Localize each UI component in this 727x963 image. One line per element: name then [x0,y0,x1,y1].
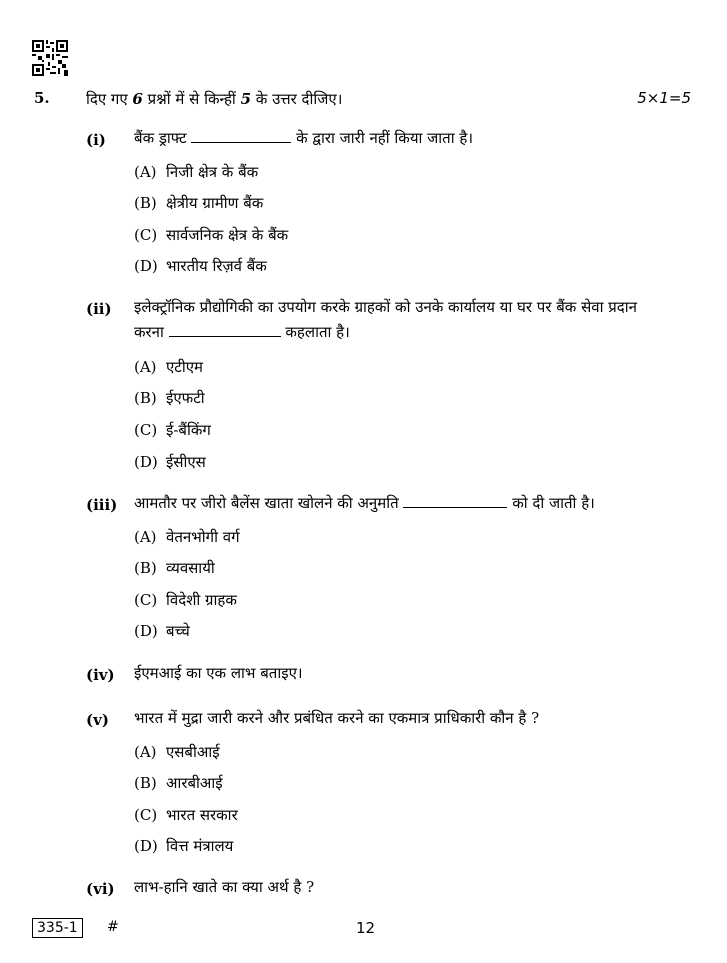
option: (C) विदेशी ग्राहक [134,591,237,609]
option: (D) भारतीय रिज़र्व बैंक [134,257,267,275]
qr-code-icon [32,40,68,76]
subquestion-label: (ii) [86,300,112,318]
paper-code: 335-1 [32,918,83,938]
option: (B) क्षेत्रीय ग्रामीण बैंक [134,194,264,212]
subquestion-text: आमतौर पर जीरो बैलेंस खाता खोलने की अनुमति को दी जाती है। [134,494,595,512]
page-number: 12 [356,919,376,937]
option: (C) ई-बैंकिंग [134,421,211,439]
question-instruction: दिए गए 6 प्रश्नों में से किन्हीं 5 के उत्तर दीजिए। [86,90,343,108]
answer-blank [403,493,507,508]
answer-blank [191,128,291,143]
option: (C) सार्वजनिक क्षेत्र के बैंक [134,226,289,244]
option: (B) व्यवसायी [134,559,215,577]
option: (A) निजी क्षेत्र के बैंक [134,163,259,181]
subquestion-label: (i) [86,131,106,149]
subquestion-text: इलेक्ट्रॉनिक प्रौद्योगिकी का उपयोग करके ग्राहकों को उनके कार्यालय या घर पर बैंक सेवा प्रदान करना कहलाता है। [134,298,637,341]
subquestion-label: (v) [86,711,109,729]
option: (D) बच्चे [134,622,190,640]
option: (D) वित्त मंत्रालय [134,837,234,855]
option: (A) वेतनभोगी वर्ग [134,528,240,546]
option: (A) एसबीआई [134,743,220,761]
subquestion-text: लाभ-हानि खाते का क्या अर्थ है ? [134,878,315,896]
subquestion-label: (iv) [86,666,115,684]
subquestion-text: ईएमआई का एक लाभ बताइए। [134,664,303,682]
subquestion-label: (vi) [86,880,115,898]
option: (C) भारत सरकार [134,806,238,824]
hash-mark: # [107,919,119,935]
answer-blank [169,322,281,337]
option: (B) आरबीआई [134,774,223,792]
option: (B) ईएफटी [134,389,205,407]
subquestion-label: (iii) [86,496,118,514]
subquestion-text: बैंक ड्राफ्ट के द्वारा जारी नहीं किया जाता है। [134,129,474,147]
option: (A) एटीएम [134,358,204,376]
subquestion-text: भारत में मुद्रा जारी करने और प्रबंधित करने का एकमात्र प्राधिकारी कौन है ? [134,709,540,727]
question-number: 5. [34,89,50,107]
question-marks: 5×1=5 [637,89,691,107]
option: (D) ईसीएस [134,453,206,471]
